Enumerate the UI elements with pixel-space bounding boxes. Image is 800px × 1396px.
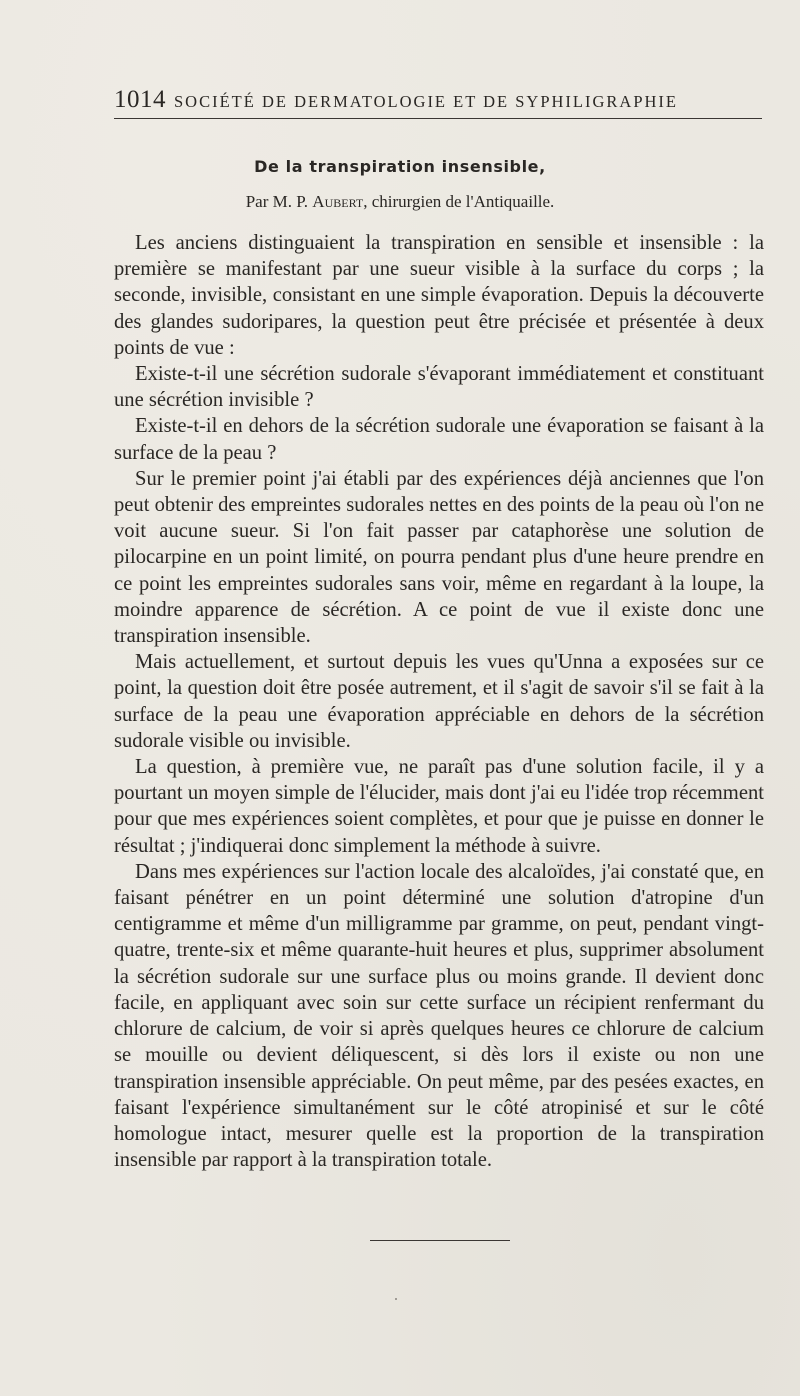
- running-title: SOCIÉTÉ DE DERMATOLOGIE ET DE SYPHILIGRAPHIE: [174, 92, 678, 111]
- byline-prefix: Par M. P.: [245, 192, 313, 211]
- paragraph: Sur le premier point j'ai établi par des expériences déjà anciennes que l'on peut obtenir des empreintes sudorales nettes en des points de la peau où l'on ne voit aucune sueur. Si l'on fait passer par cataphorèse une solution de pilocarpine en un point limité, on pourra pendant plus d'une heure prendre en ce point les empreintes sudorales sans voir, même en regardant à la loupe, la moindre apparence de sécrétion. A ce point de vue il existe donc une transpiration insensible.: [114, 467, 764, 648]
- page-header: [114, 86, 764, 116]
- byline: [0, 192, 800, 212]
- paragraph: Mais actuellement, et surtout depuis les vues qu'Unna a exposées sur ce point, la question doit être posée autrement, et il s'agit de savoir s'il se fait à la surface de la peau une évaporation appréciable en dehors de la sécrétion sudorale visible ou invisible.: [114, 651, 764, 752]
- ink-speck: [395, 1298, 397, 1300]
- paragraph: La question, à première vue, ne paraît pas d'une solution facile, il y a pourtant un moyen simple de l'élucider, mais dont j'ai eu l'idée trop récemment pour que mes expériences soient complètes, et pour que je puisse en donner le résultat ; j'indiquerai donc simplement la méthode à suivre.: [114, 756, 764, 857]
- paragraph: Dans mes expériences sur l'action locale des alcaloïdes, j'ai constaté que, en faisant pénétrer en un point déterminé une solution d'atropine d'un centigramme et même d'un milligramme par gramme, on peut, pendant vingt-quatre, trente-six et même quarante-huit heures et plus, supprimer absolument la sécrétion sudorale sur une surface plus ou moins grande. Il devient donc facile, en appliquant avec soin sur cette surface un récipient renfermant du chlorure de calcium, de voir si après quelques heures ce chlorure de calcium se mouille ou devient déliquescent, si dès lors il existe ou non une transpiration insensible appréciable. On peut même, par des pesées exactes, en faisant l'expérience simultanément sur le côté atropinisé et sur le côté homologue intact, mesurer quelle est la proportion de la transpiration insensible par rapport à la transpiration totale.: [114, 860, 764, 1172]
- page-number: 1014: [114, 86, 166, 113]
- paragraph: Existe-t-il une sécrétion sudorale s'évaporant immédiatement et constituant une sécrétion invisible ?: [114, 363, 764, 412]
- paragraph: Les anciens distinguaient la transpiration en sensible et insensible : la première se manifestant par une sueur visible à la surface du corps ; la seconde, invisible, consistant en une simple évaporation. Depuis la découverte des glandes sudoripares, la question peut être précisée et présentée à deux points de vue :: [114, 232, 764, 359]
- header-divider: [114, 118, 762, 119]
- byline-suffix: , chirurgien de l'Antiquaille.: [363, 192, 555, 211]
- article-body: [114, 230, 764, 1173]
- end-divider: [370, 1240, 510, 1241]
- author-name: Aubert: [312, 192, 364, 211]
- article-title: De la transpiration insensible,: [254, 157, 546, 176]
- paragraph: Existe-t-il en dehors de la sécrétion sudorale une évaporation se faisant à la surface de la peau ?: [114, 415, 764, 464]
